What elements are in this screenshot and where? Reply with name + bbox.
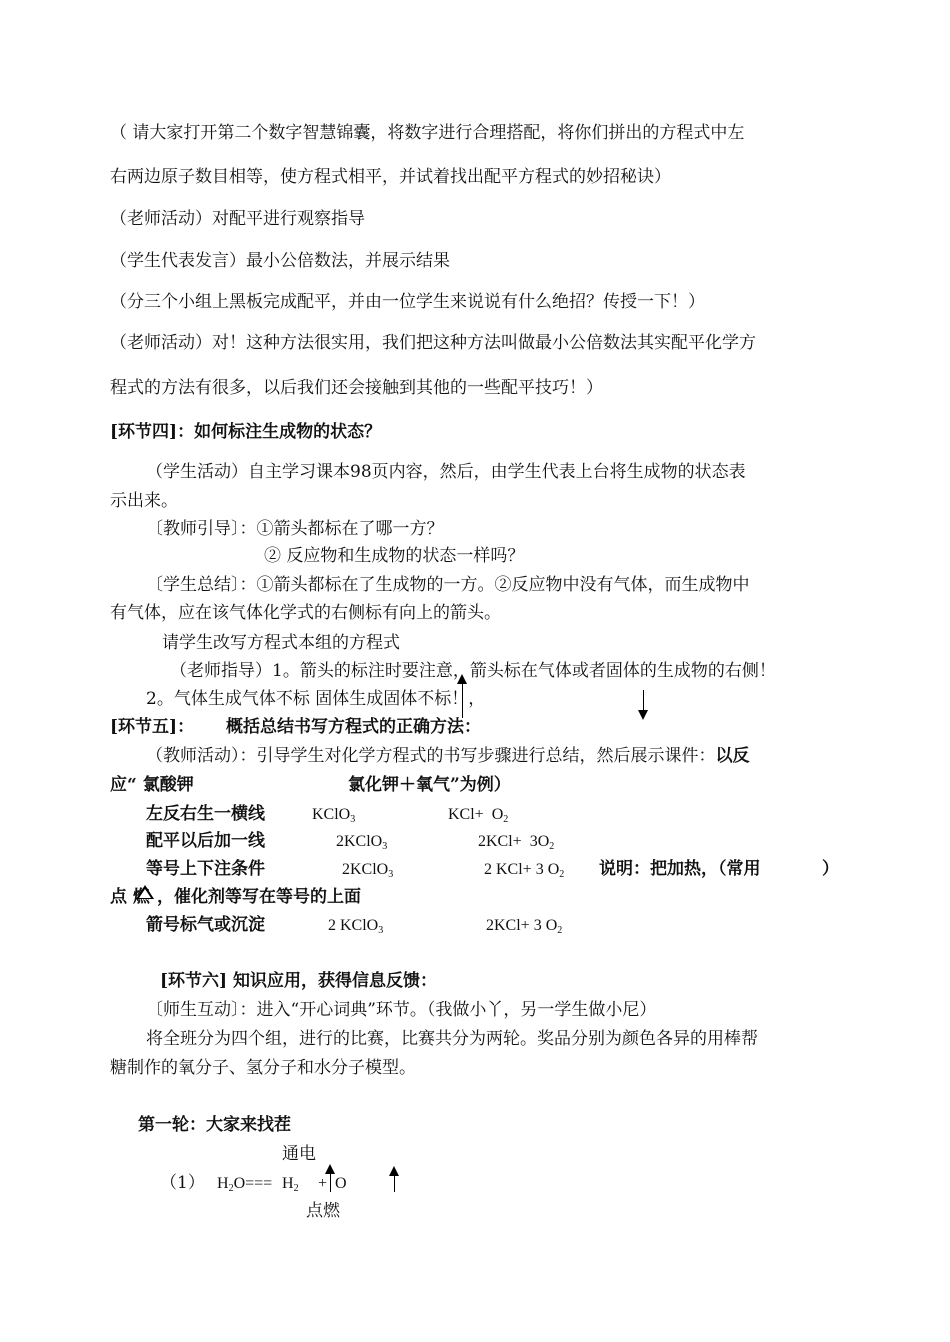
class-paragraph-b: 糖制作的氧分子、氢分子和水分子模型。 bbox=[110, 1058, 416, 1078]
teacher-activity-3 bbox=[146, 745, 750, 767]
step-3-left: 2KClO$_3$ bbox=[342, 861, 394, 880]
teacher-guide-2: ② 反应物和生成物的状态一样吗？ bbox=[264, 546, 525, 566]
class-paragraph-a: 将全班分为四个组，进行的比赛，比赛共分为两轮。奖品分别为颜色各异的用棒帮 bbox=[146, 1029, 758, 1049]
explanation-2b: ，催化剂等写在等号的上面 bbox=[157, 887, 361, 907]
equation-number: （1） bbox=[160, 1173, 205, 1193]
group-activity: （分三个小组上黑板完成配平，并由一位学生来说说有什么绝招？传授一下！） bbox=[110, 292, 705, 312]
teacher-activity-text: （教师活动）：引导学生对化学方程式的书写步骤进行总结，然后展示课件： bbox=[146, 746, 716, 766]
note-2: 2。气体生成气体不标 固体生成固体不标！， bbox=[146, 689, 486, 709]
explanation-2a: 点 燃 bbox=[110, 887, 150, 907]
condition-bottom: 点燃 bbox=[306, 1201, 340, 1221]
paragraph-intro-2: 右两边原子数目相等，使方程式相平，并试着找出配平方程式的妙招秘诀） bbox=[110, 167, 671, 187]
arrow-up-icon-3 bbox=[394, 1168, 395, 1192]
example-suffix: 氯化钾＋氧气”为例） bbox=[348, 775, 511, 795]
triangle-icon bbox=[136, 885, 154, 899]
teacher-activity-bold: 以反 bbox=[715, 746, 750, 766]
example-prefix: 应“ 氯酸钾 bbox=[110, 775, 194, 795]
step-2-left: 2KClO$_3$ bbox=[336, 833, 388, 852]
section-6-title: [环节六] 知识应用，获得信息反馈： bbox=[160, 971, 438, 991]
section-5-title: 概括总结书写方程式的正确方法： bbox=[226, 717, 481, 737]
step-3-label: 等号上下注条件 bbox=[146, 859, 265, 879]
rewrite-instruction: 请学生改写方程式本组的方程式 bbox=[162, 633, 400, 653]
teacher-activity-1: （老师活动）对配平进行观察指导 bbox=[110, 209, 365, 229]
equation-h2: $H_2$ bbox=[282, 1175, 299, 1194]
paragraph-intro-1: （ 请大家打开第二个数字智慧锦囊，将数字进行合理搭配，将你们拼出的方程式中左 bbox=[110, 123, 745, 143]
step-4-left: 2 KClO$_3$ bbox=[328, 917, 384, 936]
step-3-right: 2 KCl+ 3 $O_2$ bbox=[484, 861, 565, 880]
teacher-activity-2a: （老师活动）对！这种方法很实用，我们把这种方法叫做最小公倍数法其实配平化学方 bbox=[110, 333, 756, 353]
arrow-down-icon bbox=[643, 690, 644, 718]
step-4-label: 箭号标气或沉淀 bbox=[146, 915, 265, 935]
teacher-student-interaction: 〔师生互动〕：进入“开心词典”环节。（我做小丫，另一学生做小尼） bbox=[146, 1000, 657, 1020]
explanation: 说明：把加热，（常用 bbox=[599, 859, 761, 879]
section-4-para-1a: （学生活动）自主学习课本98页内容，然后，由学生代表上台将生成物的状态表 bbox=[146, 462, 746, 482]
arrow-up-icon bbox=[462, 676, 463, 718]
section-4-para-1b: 示出来。 bbox=[110, 491, 178, 511]
step-4-right: 2KCl+ 3 $O_2$ bbox=[486, 917, 563, 936]
teacher-guide-1: 〔教师引导〕：①箭头都标在了哪一方？ bbox=[146, 519, 444, 539]
round-1-title: 第一轮：大家来找茬 bbox=[138, 1115, 291, 1135]
teacher-activity-2b: 程式的方法有很多，以后我们还会接触到其他的一些配平技巧！） bbox=[110, 378, 603, 398]
condition-top: 通电 bbox=[282, 1144, 316, 1164]
student-summary-b: 有气体，应在该气体化学式的右侧标有向上的箭头。 bbox=[110, 603, 501, 623]
section-4-title: [环节四]：如何标注生成物的状态？ bbox=[110, 422, 382, 442]
step-1-left: KClO$_3$ bbox=[312, 806, 356, 825]
step-2-label: 配平以后加一线 bbox=[146, 831, 265, 851]
section-5-label: [环节五]： bbox=[110, 717, 195, 737]
student-speech: （学生代表发言）最小公倍数法，并展示结果 bbox=[110, 251, 450, 271]
equation-plus: + bbox=[318, 1175, 328, 1192]
step-1-right: $KCl+ O_2$ bbox=[448, 806, 509, 825]
step-2-right: $2KCl+ 3O_2$ bbox=[478, 833, 555, 852]
equation-o: O bbox=[335, 1175, 347, 1192]
explanation-end: ） bbox=[822, 859, 839, 879]
teacher-guidance: （老师指导）1。箭头的标注时要注意，箭头标在气体或者固体的生成物的右侧！ bbox=[170, 661, 776, 681]
equation-left: $H_2O===$ bbox=[217, 1175, 273, 1194]
arrow-up-icon-2 bbox=[330, 1166, 331, 1192]
student-summary-a: 〔学生总结〕：①箭头都标在了生成物的一方。②反应物中没有气体，而生成物中 bbox=[146, 575, 750, 595]
step-1-label: 左反右生一横线 bbox=[146, 804, 265, 824]
